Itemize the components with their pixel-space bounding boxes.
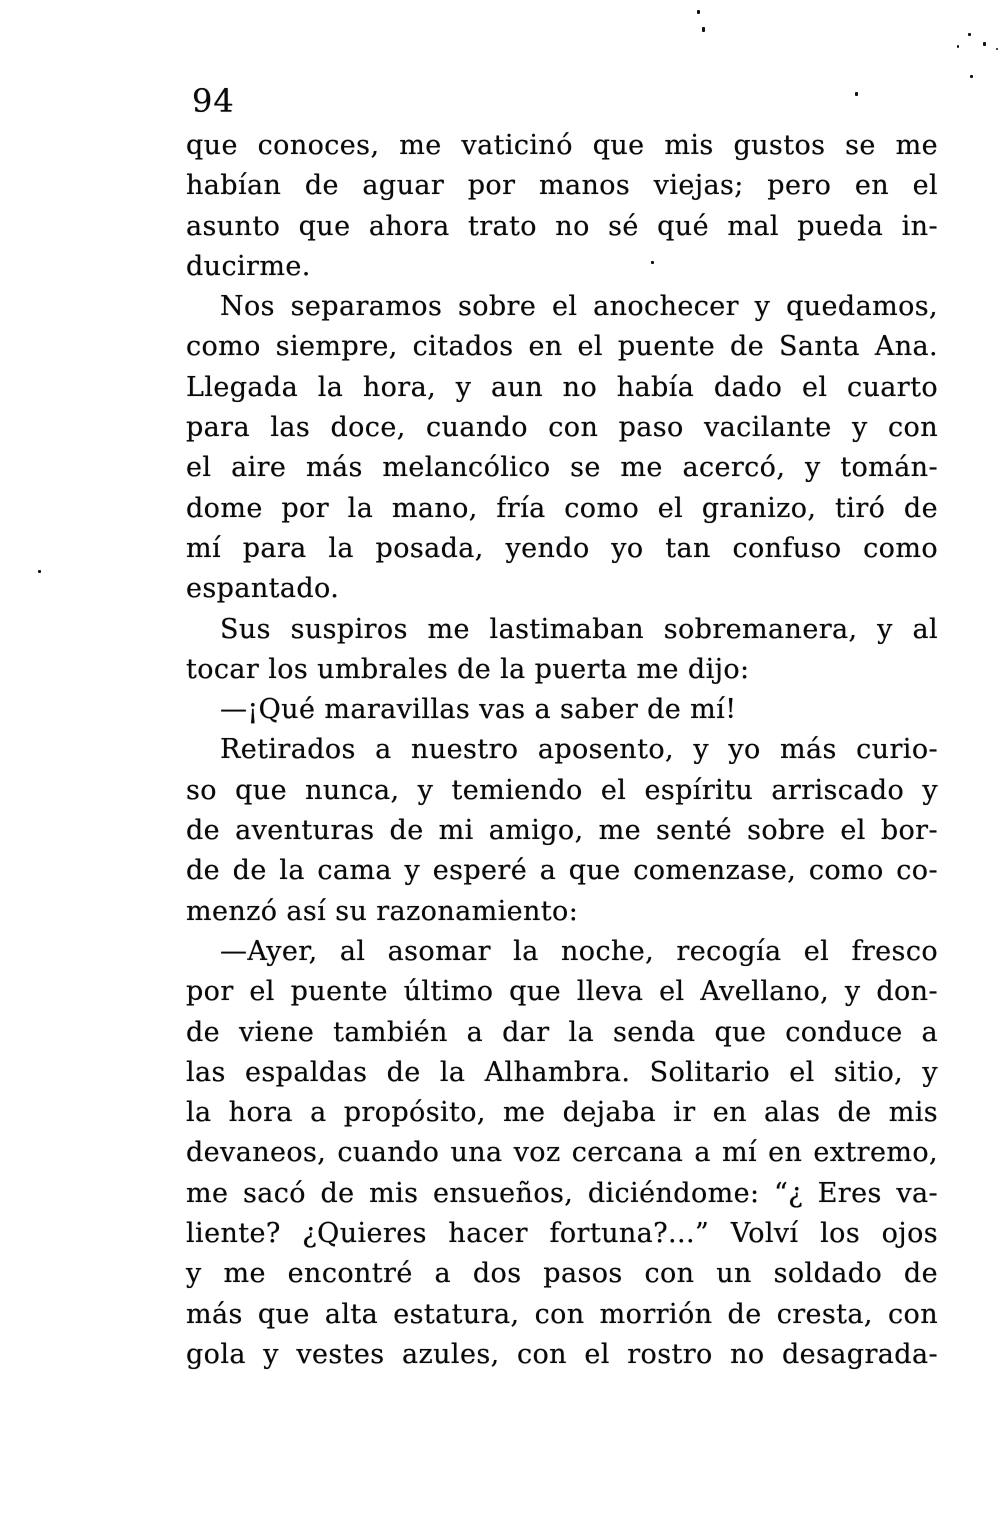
text-line: de viene también a dar la senda que conduce a xyxy=(186,1016,938,1048)
scan-speck xyxy=(957,45,959,48)
text-line: me sacó de mis ensueños, diciéndome: “¿ Eres va- xyxy=(186,1177,938,1209)
text-line: Llegada la hora, y aun no había dado el cuarto xyxy=(186,371,938,403)
scan-speck xyxy=(970,75,973,78)
text-line: como siempre, citados en el puente de Santa Ana. xyxy=(186,331,938,363)
text-line: Nos separamos sobre el anochecer y quedamos, xyxy=(220,291,938,323)
text-line: gola y vestes azules, con el rostro no desagrada- xyxy=(186,1338,938,1370)
scan-speck xyxy=(702,27,705,32)
page-number: 94 xyxy=(192,82,235,120)
text-line: —¡Qué maravillas vas a saber de mí! xyxy=(220,694,737,726)
text-line: para las doce, cuando con paso vacilante y con xyxy=(186,412,938,444)
text-line: dome por la mano, fría como el granizo, tiró de xyxy=(186,492,938,524)
text-line: y me encontré a dos pasos con un soldado de xyxy=(186,1258,938,1290)
text-line: so que nunca, y temiendo el espíritu arriscado y xyxy=(186,774,938,806)
text-line: de aventuras de mi amigo, me senté sobre el bor- xyxy=(186,815,938,847)
text-line: tocar los umbrales de la puerta me dijo: xyxy=(186,653,750,685)
text-line: más que alta estatura, con morrión de cresta, con xyxy=(186,1298,938,1330)
text-line: mí para la posada, yendo yo tan confuso como xyxy=(186,532,938,564)
text-line: liente? ¿Quieres hacer fortuna?...” Volví los ojos xyxy=(186,1218,938,1250)
scan-speck xyxy=(996,48,998,50)
text-line: —Ayer, al asomar la noche, recogía el fresco xyxy=(220,935,938,967)
text-line: Retirados a nuestro aposento, y yo más curio- xyxy=(220,734,938,766)
text-line: espantado. xyxy=(186,573,340,605)
text-block xyxy=(186,126,938,1375)
text-line: Sus suspiros me lastimaban sobremanera, y al xyxy=(220,613,938,645)
text-line: la hora a propósito, me dejaba ir en alas de mis xyxy=(186,1097,938,1129)
text-line: que conoces, me vaticinó que mis gustos se me xyxy=(186,130,938,161)
scan-speck xyxy=(38,570,41,573)
text-line: de de la cama y esperé a que comenzase, como co- xyxy=(186,855,938,887)
scan-speck xyxy=(855,92,858,96)
text-line: menzó así su razonamiento: xyxy=(186,895,579,927)
text-line: devaneos, cuando una voz cercana a mí en extremo, xyxy=(186,1137,938,1169)
scan-speck xyxy=(968,33,971,36)
text-line: las espaldas de la Alhambra. Solitario el sitio, y xyxy=(186,1056,938,1088)
scan-speck xyxy=(697,10,700,14)
text-line: habían de aguar por manos viejas; pero en el xyxy=(186,170,938,202)
text-line: el aire más melancólico se me acercó, y tomán- xyxy=(186,452,938,484)
text-line: asunto que ahora trato no sé qué mal pueda in- xyxy=(186,210,938,242)
scan-speck xyxy=(651,261,654,264)
scan-speck xyxy=(983,42,986,46)
text-line: por el puente último que lleva el Avellano, y don- xyxy=(186,976,938,1008)
text-line: ducirme. xyxy=(186,250,311,282)
